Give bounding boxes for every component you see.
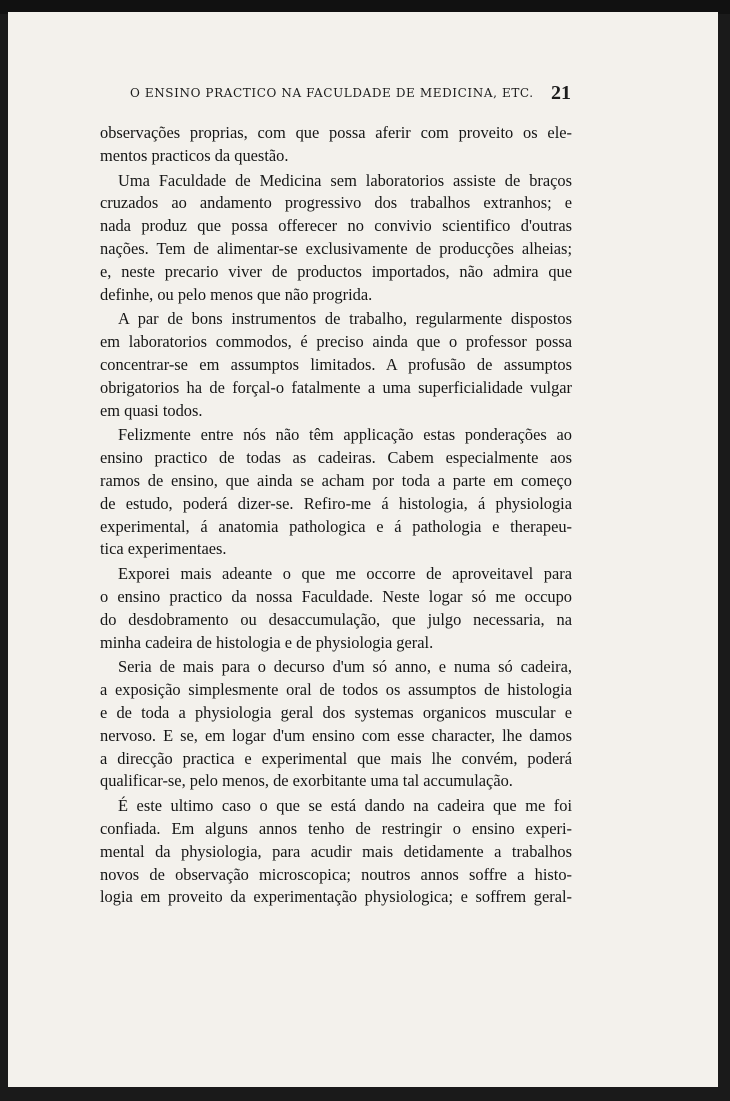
text-line: nervoso. E se, em logar d'um ensino com esse character, lhe damos — [100, 725, 572, 745]
text-line: cruzados ao andamento progressivo dos trabalhos extranhos; e — [100, 193, 572, 213]
text-line: A par de bons instrumentos de trabalho, regularmente dispostos — [118, 309, 572, 329]
text-line: logia em proveito da experimentação physiologica; e soffrem geral- — [100, 887, 572, 907]
body-text — [100, 122, 572, 909]
text-line: definhe, ou pelo menos que não progrida. — [100, 284, 373, 304]
text-line: tica experimentaes. — [100, 539, 227, 559]
text-line: ensino practico de todas as cadeiras. Cabem especialmente aos — [100, 448, 572, 468]
text-line: nada produz que possa offerecer no convivio scientifico d'outras — [100, 216, 572, 236]
text-line: concentrar-se em assumptos limitados. A profusão de assumptos — [100, 354, 572, 374]
text-line: Exporei mais adeante o que me occorre de aproveitavel para — [118, 564, 572, 584]
text-line: e de toda a physiologia geral dos systemas organicos muscular e — [100, 702, 572, 722]
text-line: confiada. Em alguns annos tenho de restringir o ensino experi- — [100, 818, 572, 838]
paragraph — [100, 308, 572, 422]
text-line: ramos de ensino, que ainda se acham por toda a parte em começo — [100, 470, 572, 490]
text-line: qualificar-se, pelo menos, de exorbitante uma tal accumulação. — [100, 771, 513, 791]
text-line: minha cadeira de histologia e de physiologia geral. — [100, 632, 434, 652]
text-line: em laboratorios commodos, é preciso ainda que o professor possa — [100, 332, 572, 352]
paragraph — [100, 795, 572, 909]
page-number: 21 — [551, 82, 571, 104]
text-line: mental da physiologia, para acudir mais detidamente a trabalhos — [100, 841, 572, 861]
text-line: a direcção practica e experimental que mais lhe convém, poderá — [100, 748, 572, 768]
text-line: obrigatorios ha de forçal-o fatalmente a uma superficialidade vulgar — [100, 377, 572, 397]
text-line: experimental, á anatomia pathologica e á pathologia e therapeu- — [100, 516, 572, 536]
text-line: nações. Tem de alimentar-se exclusivamente de producções alheias; — [100, 238, 572, 258]
text-line: observações proprias, com que possa aferir com proveito os ele- — [100, 123, 572, 142]
paragraph — [100, 424, 572, 561]
paragraph — [100, 122, 572, 168]
text-line: em quasi todos. — [100, 400, 203, 420]
running-head: O ENSINO PRACTICO NA FACULDADE DE MEDICINA, ETC. — [130, 86, 534, 100]
paragraph — [100, 563, 572, 654]
text-line: Felizmente entre nós não têm applicação estas ponderações ao — [118, 425, 572, 445]
text-line: Uma Faculdade de Medicina sem laboratorios assiste de braços — [118, 170, 572, 190]
text-line: novos de observação microscopica; noutros annos soffre a histo- — [100, 864, 572, 884]
text-line: Seria de mais para o decurso d'um só anno, e numa só cadeira, — [118, 657, 572, 677]
text-line: É este ultimo caso o que se está dando na cadeira que me foi — [118, 796, 572, 816]
text-line: mentos practicos da questão. — [100, 145, 289, 165]
text-line: a exposição simplesmente oral de todos os assumptos de histologia — [100, 680, 572, 700]
text-line: do desdobramento ou desaccumulação, que julgo necessaria, na — [100, 609, 572, 629]
text-line: de estudo, poderá dizer-se. Refiro-me á histologia, á physiologia — [100, 493, 572, 513]
paragraph — [100, 170, 572, 307]
paragraph — [100, 656, 572, 793]
text-line: o ensino practico da nossa Faculdade. Neste logar só me occupo — [100, 586, 572, 606]
text-line: e, neste precario viver de productos importados, não admira que — [100, 261, 572, 281]
